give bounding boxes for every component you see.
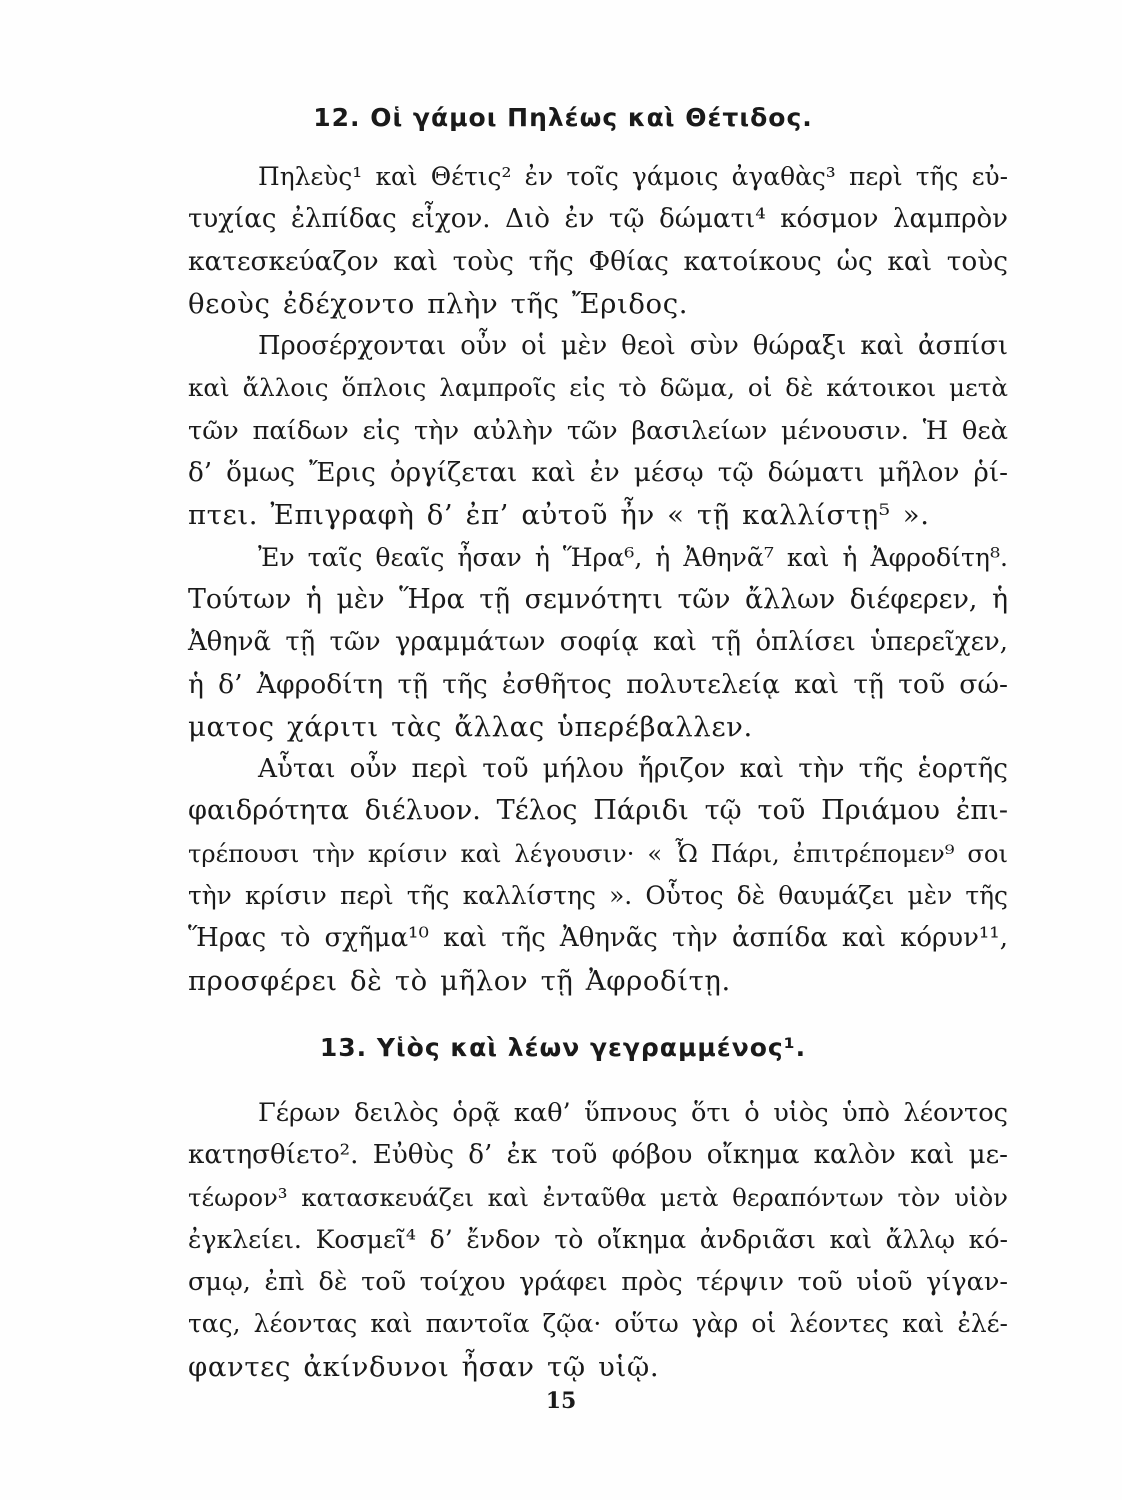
text-line: ἐγκλείει. Κοσμεῖ⁴ δ’ ἔνδον τὸ οἴκημα ἀνδριᾶσι καὶ ἄλλῳ κό- <box>188 1224 1008 1254</box>
text-line: Ἀθηνᾶ τῇ τῶν γραμμάτων σοφίᾳ καὶ τῇ ὁπλίσει ὑπερεῖχεν, <box>188 627 1008 658</box>
text-line: φαιδρότητα διέλυον. Τέλος Πάριδι τῷ τοῦ Πριάμου ἐπι- <box>188 795 1008 827</box>
paragraph <box>118 325 1008 536</box>
text-line: Ἥρας τὸ σχῆμα¹⁰ καὶ τῆς Ἀθηνᾶς τὴν ἀσπίδα καὶ κόρυν¹¹, <box>188 923 1008 954</box>
text-line: Ἐν ταῖς θεαῖς ἦσαν ἡ Ἥρα⁶, ἡ Ἀθηνᾶ⁷ καὶ ἡ Ἀφροδίτη⁸. <box>258 542 1008 572</box>
text-line: φαντες ἀκίνδυνοι ἦσαν τῷ υἱῷ. <box>188 1350 660 1383</box>
text-line: δ’ ὅμως Ἔρις ὀργίζεται καὶ ἐν μέσῳ τῷ δώματι μῆλον ῥί- <box>188 458 1008 489</box>
text-line: τέωρον³ κατασκευάζει καὶ ἐνταῦθα μετὰ θεραπόντων τὸν υἱὸν <box>188 1182 1008 1212</box>
page-number: 15 <box>545 1388 577 1414</box>
text-line: θεοὺς ἐδέχοντο πλὴν τῆς Ἔριδος. <box>188 287 689 320</box>
paragraph <box>118 1092 1008 1388</box>
text-line: Αὗται οὖν περὶ τοῦ μήλου ἤριζον καὶ τὴν τῆς ἑορτῆς <box>258 754 1008 785</box>
text-line: προσφέρει δὲ τὸ μῆλον τῇ Ἀφροδίτῃ. <box>188 964 731 997</box>
text-line: σμῳ, ἐπὶ δὲ τοῦ τοίχου γράφει πρὸς τέρψιν τοῦ υἱοῦ γίγαν- <box>188 1267 1008 1298</box>
text-line: κατησθίετο². Εὐθὺς δ’ ἐκ τοῦ φόβου οἴκημα καλὸν καὶ με- <box>188 1140 1008 1171</box>
text-line: πτει. Ἐπιγραφὴ δ’ ἐπ’ αὐτοῦ ἦν « τῇ καλλίστῃ⁵ ». <box>188 499 930 532</box>
text-line: ἡ δ’ Ἀφροδίτη τῇ τῆς ἐσθῆτος πολυτελείᾳ καὶ τῇ τοῦ σώ- <box>188 668 1008 700</box>
text-line: Τούτων ἡ μὲν Ἥρα τῇ σεμνότητι τῶν ἄλλων διέφερεν, ἡ <box>188 583 1008 615</box>
paragraph <box>118 156 1008 325</box>
text-line: καὶ ἄλλοις ὅπλοις λαμπροῖς εἰς τὸ δῶμα, οἱ δὲ κάτοικοι μετὰ <box>188 373 1008 403</box>
text-line: τὴν κρίσιν περὶ τῆς καλλίστης ». Οὗτος δὲ θαυμάζει μὲν τῆς <box>188 881 1008 911</box>
text-line: κατεσκεύαζον καὶ τοὺς τῆς Φθίας κατοίκους ὡς καὶ τοὺς <box>188 246 1008 277</box>
text-line: τῶν παίδων εἰς τὴν αὐλὴν τῶν βασιλείων μένουσιν. Ἡ θεὰ <box>188 415 1008 446</box>
section-13-body <box>118 1092 1008 1388</box>
text-line: τυχίας ἐλπίδας εἶχον. Διὸ ἐν τῷ δώματι⁴ κόσμον λαμπρὸν <box>188 204 1008 235</box>
paragraph <box>118 537 1008 748</box>
section-12-title: 12. Οἱ γάμοι Πηλέως καὶ Θέτιδος. <box>313 103 813 132</box>
text-line: τρέπουσι τὴν κρίσιν καὶ λέγουσιν· « Ὦ Πάρι, ἐπιτρέπομεν⁹ σοι <box>188 839 1008 868</box>
text-column <box>118 100 1008 1388</box>
section-12-body <box>118 156 1008 1002</box>
text-line: Πηλεὺς¹ καὶ Θέτις² ἐν τοῖς γάμοις ἀγαθὰς³ περὶ τῆς εὐ- <box>258 162 1008 191</box>
text-line: Γέρων δειλὸς ὁρᾷ καθ’ ὕπνους ὅτι ὁ υἱὸς ὑπὸ λέοντος <box>258 1097 1008 1128</box>
section-13-title: 13. Υἱὸς καὶ λέων γεγραμμένος¹. <box>319 1032 807 1062</box>
text-line: Προσέρχονται οὖν οἱ μὲν θεοὶ σὺν θώραξι καὶ ἀσπίσι <box>258 331 1008 362</box>
paragraph <box>118 748 1008 1002</box>
text-line: ματος χάριτι τὰς ἄλλας ὑπερέβαλλεν. <box>188 710 753 743</box>
text-line: τας, λέοντας καὶ παντοῖα ζῷα· οὕτω γὰρ οἱ λέοντες καὶ ἐλέ- <box>188 1309 1008 1339</box>
